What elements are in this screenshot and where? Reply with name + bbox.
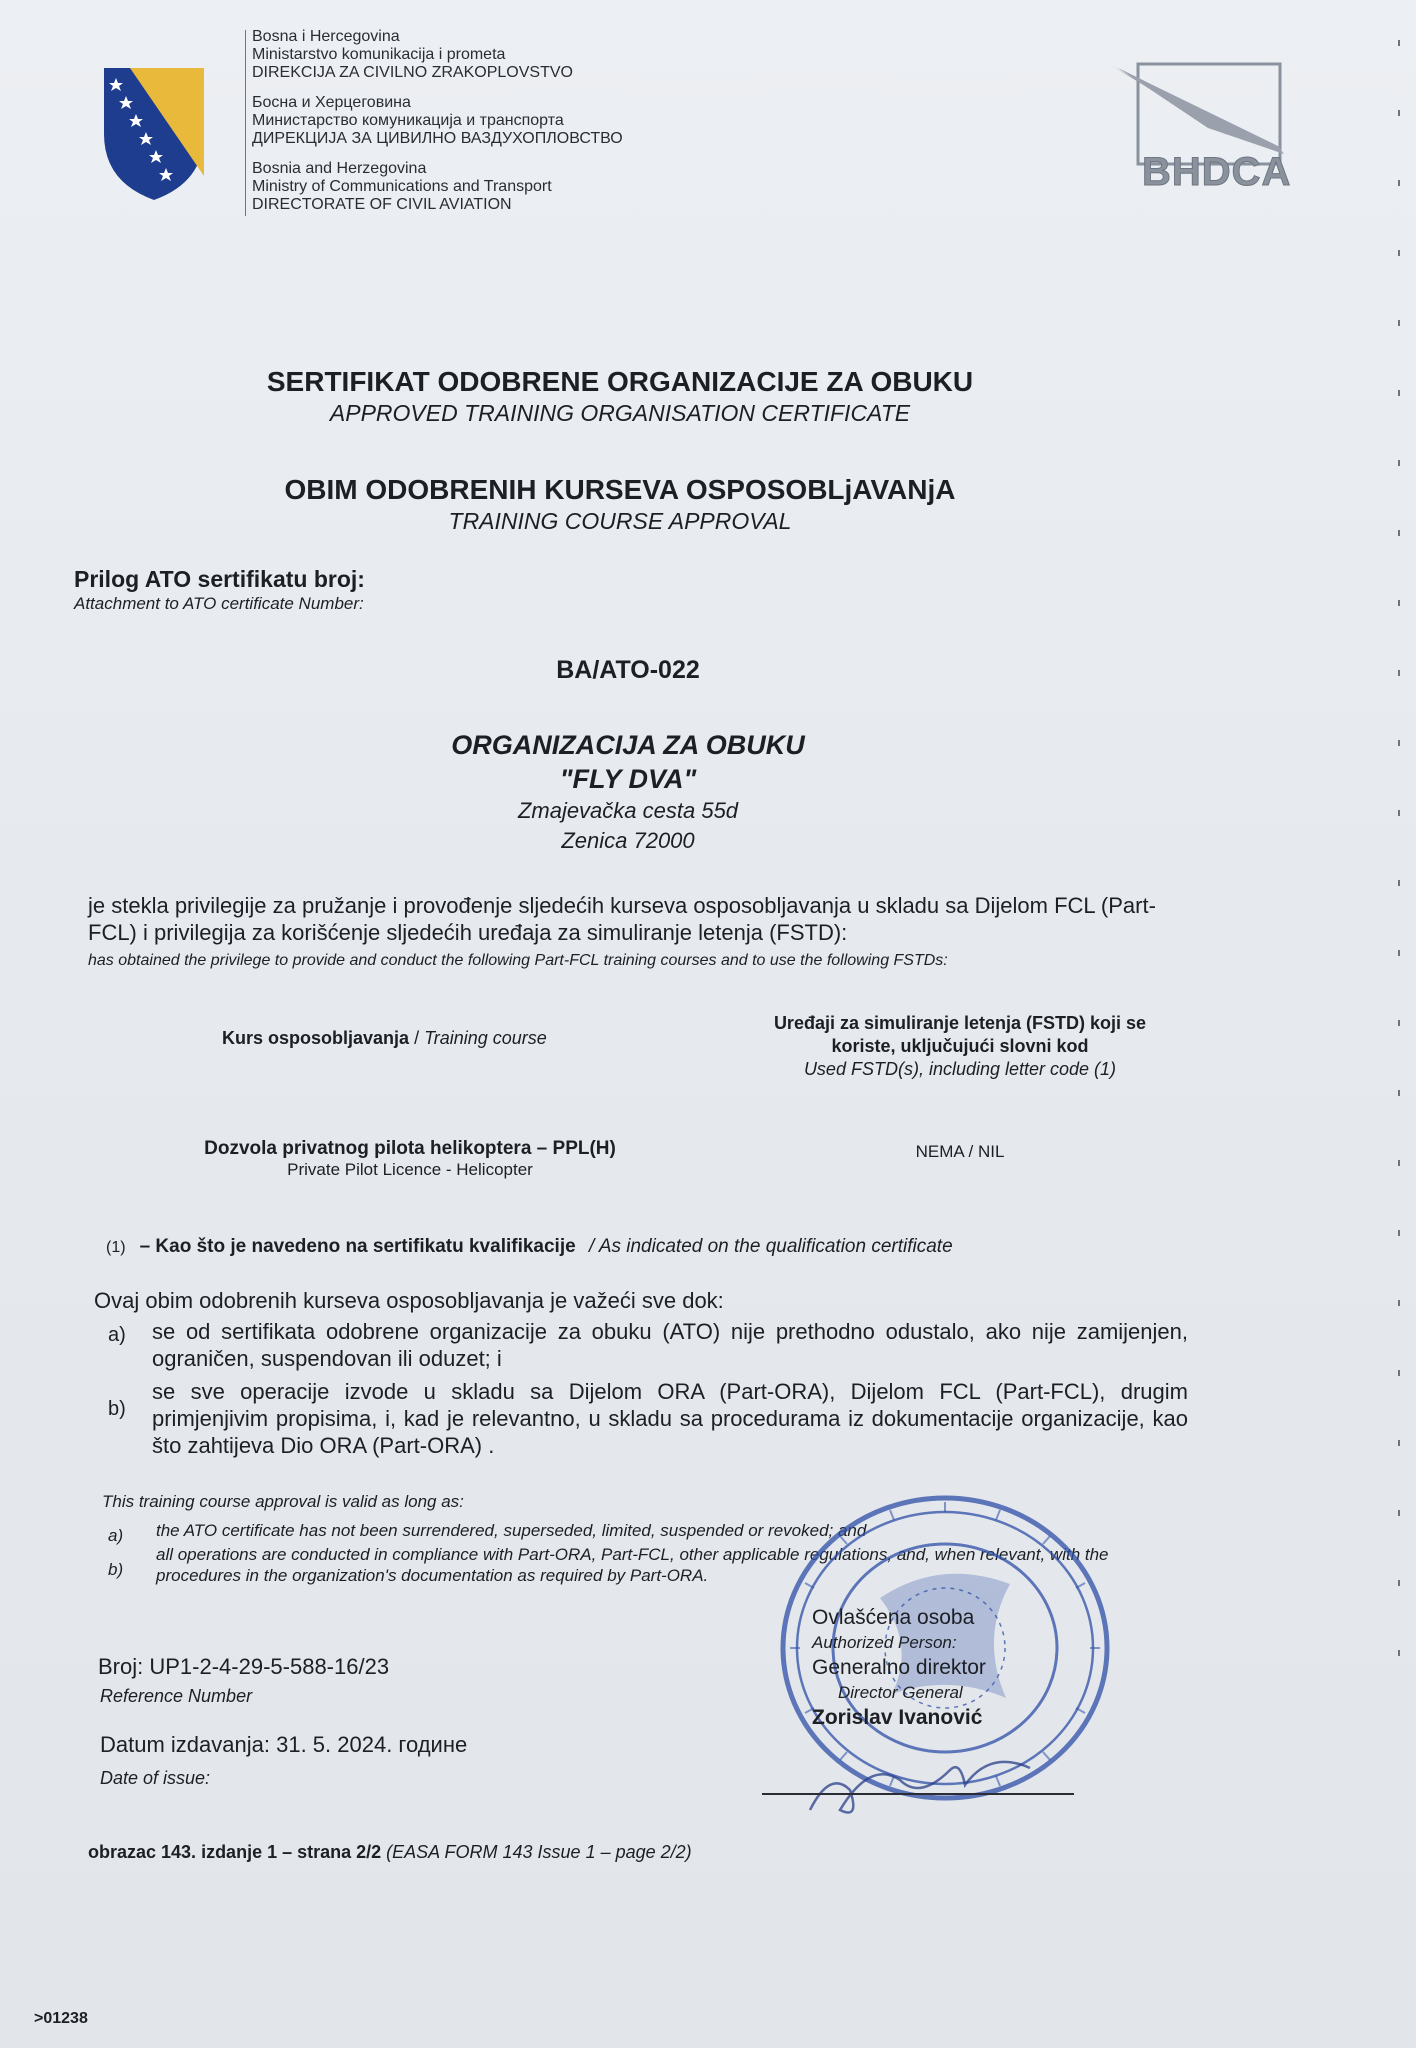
header-en-line: DIRECTORATE OF CIVIL AVIATION [252,196,512,213]
col2-header-line2: koriste, uključujući slovni kod [831,1036,1089,1056]
fstd-value: NEMA / NIL [915,1142,1005,1161]
header-divider [245,30,246,216]
reference-number [98,1654,389,1680]
validity-item-en-text: the ATO certificate has not been surrendered, superseded, limited, suspended or revoked; and [156,1521,867,1540]
issue-label-en: Date of issue: [100,1768,211,1788]
header-bs-line: Bosna i Hercegovina [252,28,400,45]
issue-label: Datum izdavanja: [100,1732,270,1757]
title-main: SERTIFIKAT ODOBRENE ORGANIZACIJE ZA OBUKU [266,366,974,397]
title-sub: OBIM ODOBRENIH KURSEVA OSPOSOBLjAVANjA [284,474,956,505]
col1-header-sep: / [409,1028,425,1048]
header-bs [252,28,573,82]
signature-title: Generalno direktor [812,1656,986,1679]
signature-role-en: Authorized Person: [812,1633,957,1652]
privileges-text: je stekla privilegije za pružanje i provođenje sljedećih kurseva osposobljavanja u skladu sa Dijelom FCL (Part-FCL) i privilegija za korišćenje sljedećih uređaja za simuliranje letenja (FSTD): [88,893,1156,945]
footnote [106,1236,953,1258]
col1-header-en: Training course [424,1028,547,1048]
header-sr [252,94,623,148]
header-sr-line: Босна и Херцеговина [252,94,411,111]
col2-header-line1: Uređaji za simuliranje letenja (FSTD) koji se [773,1013,1147,1033]
header-en-line: Ministry of Communications and Transport [252,178,552,195]
form-footer [88,1842,692,1863]
header-en [252,160,552,214]
coat-of-arms-icon [100,64,208,204]
course-name: Dozvola privatnog pilota helikoptera – PPL(H) [204,1138,616,1159]
reference-label: Broj: [98,1654,144,1679]
table-col1-header [222,1028,547,1049]
validity-item-mark: a) [108,1324,126,1346]
signature-name: Zorislav Ivanović [812,1706,983,1729]
col1-header-bs: Kurs osposobljavanja [222,1028,410,1048]
form-text-en: (EASA FORM 143 Issue 1 – page 2/2) [386,1842,692,1862]
bhdca-logo-text: BHDCA [1142,150,1292,194]
validity-item-en-text: all operations are conducted in compliance with Part-ORA, Part-FCL, other applicable regulations, and, when relevant, with the procedures in the organization's documentation as required by Part-ORA. [156,1545,1109,1585]
page-edge-marks [1390,0,1408,2048]
org-type: ORGANIZACIJA ZA OBUKU [451,730,805,760]
org-city: Zenica 72000 [561,828,695,853]
attachment-label-en: Attachment to ATO certificate Number: [74,594,364,613]
validity-item-text: se od sertifikata odobrene organizacije za obuku (ATO) nije prethodno odustalo, ako nije zamijenjen, ograničen, suspendovan ili oduzet; i [152,1319,1188,1371]
validity-intro-en: This training course approval is valid as long as: [102,1492,464,1511]
reference-value: UP1-2-4-29-5-588-16/23 [149,1654,390,1679]
validity-item-en-mark: a) [108,1526,124,1545]
validity-item-text: se sve operacije izvode u skladu sa Dijelom ORA (Part-ORA), Dijelom FCL (Part-FCL), drugim primjenjivim propisima, i, kad je relevantno, u skladu sa procedurama iz dokumentacije organizacije, kao što zahtijeva Dio ORA (Part-ORA) . [152,1379,1188,1458]
issue-value: 31. 5. 2024. године [276,1732,468,1757]
signature-line [762,1793,1074,1795]
footnote-text: – Kao što je navedeno na sertifikatu kvalifikacije [139,1236,576,1257]
handwritten-signature [790,1730,1090,1830]
form-text: obrazac 143. izdanje 1 – strana 2/2 [88,1842,382,1862]
header-en-line: Bosnia and Herzegovina [252,160,427,177]
table-row [140,1138,680,1180]
signature-role: Ovlašćena osoba [812,1606,975,1629]
signature-title-en: Director General [838,1683,963,1702]
validity-intro: Ovaj obim odobrenih kurseva osposobljavanja je važeći sve dok: [94,1288,724,1313]
header-bs-line: DIREKCIJA ZA CIVILNO ZRAKOPLOVSTVO [252,64,573,81]
col2-header-en: Used FSTD(s), including letter code (1) [803,1059,1117,1079]
privileges-text-en: has obtained the privilege to provide and conduct the following Part-FCL training courses and to use the following FSTDs: [88,952,948,969]
attachment-label: Prilog ATO sertifikatu broj: [74,566,365,592]
org-street: Zmajevačka cesta 55d [517,798,739,823]
reference-label-en: Reference Number [100,1686,253,1706]
footnote-text-en: / As indicated on the qualification certificate [588,1236,953,1257]
bhdca-logo [1108,58,1292,206]
validity-item-en-mark: b) [108,1560,124,1579]
signature-block [812,1604,986,1732]
issue-date [100,1732,467,1758]
title-main-en: APPROVED TRAINING ORGANISATION CERTIFICATE [329,400,911,426]
org-name: "FLY DVA" [559,764,697,794]
header-sr-line: ДИРЕКЦИЈА ЗА ЦИВИЛНО ВАЗДУХОПЛОВСТВО [252,130,623,147]
course-name-en: Private Pilot Licence - Helicopter [287,1160,533,1179]
header-bs-line: Ministarstvo komunikacija i prometa [252,46,506,63]
title-sub-en: TRAINING COURSE APPROVAL [448,508,792,534]
validity-item-mark: b) [108,1398,126,1420]
footnote-marker: (1) [106,1239,126,1256]
table-col2-header [740,1012,1180,1081]
certificate-number: BA/ATO-022 [556,656,700,684]
page-code: >01238 [34,2010,88,2027]
header-sr-line: Министарство комуникација и транспорта [252,112,564,129]
